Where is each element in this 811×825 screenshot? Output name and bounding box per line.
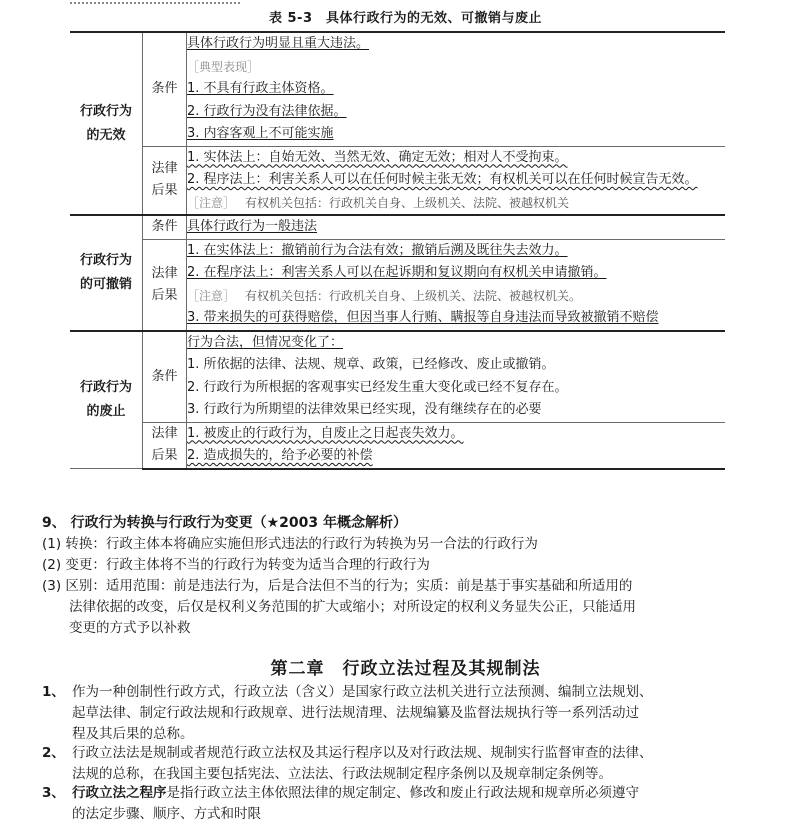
legal-text: 1. 在实体法上：撤销前行为合法有效；撤销后溯及既往失去效力。	[187, 242, 568, 258]
cond-text: 具体行政行为一般违法	[187, 219, 318, 234]
head-line: 行政行为	[79, 103, 132, 119]
cropped-top-text	[70, 0, 240, 4]
legal-label-line: 后果	[151, 448, 178, 463]
table-row	[70, 146, 725, 215]
chapter-title: 第二章 行政立法过程及其规制法	[270, 659, 541, 679]
cond-content	[187, 331, 726, 423]
legal-text: 1. 实体法上：自始无效、当然无效、确定无效；相对人不受拘束。	[187, 149, 568, 165]
para-line-rest: 是指行政立法主体依照法律的规定制定、修改和废止行政法规和规章所必须遵守	[166, 785, 639, 801]
para-line: 作为一种创制性行政方式，行政立法（含义）是国家行政立法机关进行立法预测、编制立法规划、	[72, 684, 653, 700]
legal-label-line: 后果	[151, 183, 178, 199]
para-line: 起草法律、制定行政法规和行政规章、进行法规清理、法规编纂及监督法规执行等一系列活动过	[72, 705, 639, 721]
cond-line	[187, 216, 725, 239]
legal-content	[187, 146, 726, 215]
para-lead: 行政立法之程序	[72, 785, 167, 801]
cond-content	[187, 32, 726, 146]
legal-line	[187, 240, 725, 263]
legal-label	[143, 422, 187, 469]
note-text: 有权机关包括：行政机关自身、上级机关、法院、被越权机关。	[245, 288, 582, 303]
para-text	[72, 783, 777, 825]
cond-text: 2. 行政行为没有法律依据。	[187, 103, 347, 119]
table-title: 表 5-3 具体行政行为的无效、可撤销与废止	[268, 11, 542, 26]
list-item: (1) 转换：行政主体本将确应实施但形式违法的行政行为转换为另一合法的行政行为	[42, 536, 538, 552]
cond-label: 条件	[143, 32, 187, 146]
legal-line	[187, 307, 725, 330]
note-text: 有权机关包括：行政机关自身、上级机关、法院、被越权机关	[245, 195, 570, 210]
para-text	[72, 743, 777, 785]
para-line: 行政立法法是规制或者规范行政立法权及其运行程序以及对行政法规、规制实行监督审查的法律、	[72, 745, 653, 761]
legal-label	[143, 239, 187, 331]
para-text	[72, 682, 777, 745]
list-item: 法律依据的改变，后仅是权利义务范围的扩大或缩小；对所设定的权利义务显失公正，只能适用	[42, 599, 636, 615]
cond-text: 1. 不具有行政主体资格。	[187, 81, 334, 96]
para-number: 1、	[42, 684, 65, 700]
legal-text: 3. 带来损失的可获得赔偿，但因当事人行贿、瞒报等自身违法而导致被撤销不赔偿	[187, 310, 659, 325]
paragraph-2	[42, 743, 777, 785]
note-tag: ［注意］	[187, 288, 236, 303]
legal-label	[143, 146, 187, 215]
cond-text: 具体行政行为明显且重大违法。	[187, 36, 370, 51]
table-row	[70, 32, 725, 146]
table-row	[70, 422, 725, 469]
table-row	[70, 215, 725, 239]
legal-text: 2. 造成损失的，给予必要的补偿	[187, 448, 373, 463]
head-line: 行政行为	[79, 379, 132, 395]
legal-effect-table	[70, 31, 725, 470]
para-line: 法规的总称，在我国主要包括宪法、立法法、行政法规制定程序条例以及规章制定条例等。	[72, 766, 612, 782]
section-9	[42, 513, 772, 639]
cond-line	[187, 123, 725, 146]
head-line: 的无效	[86, 127, 126, 143]
row-head-abolish	[70, 331, 143, 469]
legal-label-line: 法律	[151, 161, 178, 177]
cond-line	[187, 332, 725, 355]
para-number: 2、	[42, 745, 65, 761]
cond-content	[187, 215, 726, 239]
legal-note	[187, 192, 725, 215]
legal-label-line: 法律	[151, 265, 178, 281]
legal-note	[187, 285, 725, 308]
cond-line: 2. 行政行为所根据的客观事实已经发生重大变化或已经不复存在。	[187, 379, 568, 395]
legal-text: 1. 被废止的行政行为，自废止之日起丧失效力。	[187, 425, 464, 441]
head-line: 行政行为	[79, 252, 132, 268]
list-item: 变更的方式予以补救	[42, 620, 191, 636]
para-line: 的法定步骤、顺序、方式和时限	[72, 806, 261, 822]
row-head-invalid	[70, 32, 143, 215]
legal-label-line: 后果	[151, 287, 178, 303]
note-tag: ［注意］	[187, 195, 236, 210]
para-number: 3、	[42, 785, 65, 801]
legal-text: 2. 程序法上：利害关系人可以在任何时候主张无效；有权机关可以在任何时候宣告无效。	[187, 172, 698, 187]
cond-line	[187, 101, 725, 124]
cond-label: 条件	[143, 215, 187, 239]
cond-line: 3. 行政行为所期望的法律效果已经实现，没有继续存在的必要	[187, 402, 542, 417]
legal-label-line: 法律	[151, 426, 178, 441]
legal-content	[187, 239, 726, 331]
legal-content	[187, 422, 726, 469]
legal-line	[187, 147, 725, 170]
cond-text: 行为合法，但情况变化了：	[187, 334, 344, 350]
legal-line	[187, 262, 725, 285]
list-item: (3) 区别：适用范围：前是违法行为，后是合法但不当的行为；实质：前是基于事实基础和所适用的	[42, 578, 633, 594]
table-row	[70, 239, 725, 331]
cond-line	[187, 78, 725, 101]
typical-tag: ［典型表现］	[187, 59, 260, 74]
head-line: 的可撤销	[79, 276, 132, 292]
cond-label: 条件	[143, 331, 187, 423]
legal-line	[187, 169, 725, 192]
paragraph-3	[42, 783, 777, 825]
para-line: 程及其后果的总称。	[72, 726, 194, 742]
head-line: 的废止	[86, 403, 126, 419]
paragraph-1	[42, 682, 777, 745]
cond-line: 1. 所依据的法律、法规、规章、政策，已经修改、废止或撤销。	[187, 357, 555, 372]
table-row	[70, 331, 725, 423]
row-head-revocable	[70, 215, 143, 331]
cond-line	[187, 33, 725, 56]
legal-text: 2. 在程序法上：利害关系人可以在起诉期和复议期向有权机关申请撤销。	[187, 265, 607, 280]
legal-line	[187, 445, 725, 468]
legal-line	[187, 423, 725, 446]
section-title: 9、 行政行为转换与行政行为变更（★2003 年概念解析）	[42, 515, 408, 531]
para-line	[72, 783, 777, 804]
list-item: (2) 变更：行政主体将不当的行政行为转变为适当合理的行政行为	[42, 557, 430, 573]
cond-text: 3. 内容客观上不可能实施	[187, 126, 334, 141]
